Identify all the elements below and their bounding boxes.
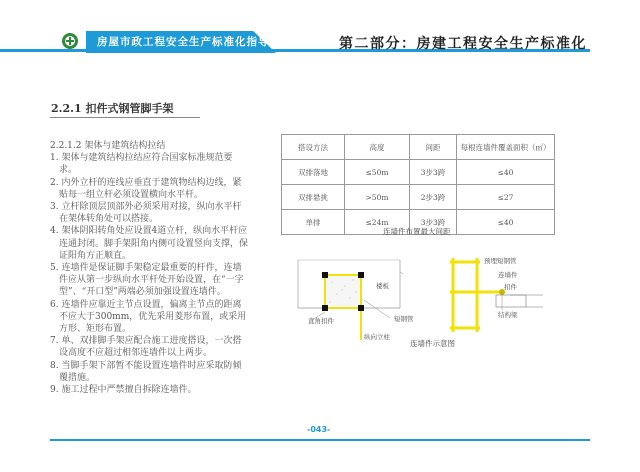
table-cell: 2步3跨 bbox=[410, 185, 457, 210]
diagram-caption: 连墙件示意图 bbox=[410, 339, 455, 348]
wall-tie-diagram bbox=[290, 250, 580, 340]
list-item: 5. 连墙件是保证脚手架稳定最重要的杆件，连墙件应从第一步纵向水平杆处开始设置，在“一字型”、“开口型”两端必须加强设置连墙件。 bbox=[50, 263, 244, 298]
diagram-label-right-angle-coupler: 直角扣件 bbox=[308, 317, 334, 325]
wall-tie-spacing-table bbox=[281, 134, 555, 235]
column-header: 每根连墙件覆盖面积（㎡） bbox=[457, 135, 555, 160]
diagram-label-slab: 楼板 bbox=[376, 282, 389, 290]
diagram-label-coupler: 扣件 bbox=[504, 283, 517, 291]
column-header: 高度 bbox=[345, 135, 410, 160]
table-cell: 3步3跨 bbox=[410, 160, 457, 185]
section-title: 2.2.1 扣件式钢管脚手架 bbox=[51, 102, 174, 115]
subsection-title: 2.2.1.2 架体与建筑结构拉结 bbox=[50, 141, 166, 151]
footer-divider bbox=[50, 439, 590, 441]
list-item: 2. 内外立杆的连线应垂直于建筑物结构边线，紧贴每一组立杆必须设置横向水平杆。 bbox=[50, 177, 242, 200]
list-item: 3. 立杆除顶层顶部外必须采用对接，纵向水平杆在架体转角处可以搭接。 bbox=[50, 202, 242, 225]
part-title: 第二部分：房建工程安全生产标准化 bbox=[339, 36, 587, 52]
section-body bbox=[50, 140, 248, 396]
safety-cross-logo-icon bbox=[62, 33, 78, 49]
table-cell: ≤27 bbox=[457, 185, 555, 210]
table-caption: 连墙件布置最大间距 bbox=[383, 227, 451, 236]
page-number: -043- bbox=[307, 425, 331, 434]
table-row bbox=[282, 185, 555, 210]
table-cell: 3步3跨 bbox=[410, 210, 457, 235]
table-cell: 单排 bbox=[282, 210, 345, 235]
list-item: 6. 连墙件应靠近主节点设置，偏离主节点的距离不应大于300mm，优先采用菱形布置，或采用方形、矩形布置。 bbox=[50, 299, 247, 335]
table-cell: ≤40 bbox=[457, 160, 555, 185]
table-cell: ≤40 bbox=[457, 210, 555, 235]
list-item: 8. 当脚手架下部暂不能设置连墙件时应采取防倾覆措施。 bbox=[50, 360, 242, 383]
section-underline bbox=[50, 117, 200, 118]
list-item: 1. 架体与建筑结构拉结应符合国家标准规范要求。 bbox=[50, 153, 233, 176]
column-header: 间距 bbox=[410, 135, 457, 160]
table-cell: >50m bbox=[345, 185, 410, 210]
wall-tie-diagram-graphic bbox=[290, 250, 580, 340]
table-row bbox=[282, 160, 555, 185]
table-cell: ≤24m bbox=[345, 210, 410, 235]
column-header: 搭设方法 bbox=[282, 135, 345, 160]
diagram-label-longitudinal-pole: 纵向立柱 bbox=[364, 333, 390, 341]
diagram-label-embedded-steel-pipe: 预埋短钢管 bbox=[484, 257, 517, 265]
diagram-label-short-pipe: 短钢管 bbox=[394, 315, 414, 323]
table-cell: 双排落地 bbox=[282, 160, 345, 185]
table-header-row bbox=[282, 135, 555, 160]
diagram-label-wall-tie: 连墙件 bbox=[498, 271, 518, 279]
list-item: 4. 架体阴阳转角处应设置4道立杆，纵向水平杆应连通封闭。脚手架阳角内侧可设置竖向支撑，保证阳角方正顺直。 bbox=[50, 226, 249, 261]
table-cell: 双排悬挑 bbox=[282, 185, 345, 210]
list-item: 7. 单、双排脚手架应配合施工进度搭设，一次搭设高度不应超过相邻连墙件以上两步。 bbox=[50, 336, 242, 359]
diagram-label-structural-beam: 结构梁 bbox=[498, 311, 518, 319]
list-item: 9. 施工过程中严禁擅自拆除连墙件。 bbox=[50, 385, 197, 396]
table-cell: ≤50m bbox=[345, 160, 410, 185]
book-title: 房屋市政工程安全生产标准化指导图册 bbox=[97, 36, 293, 48]
